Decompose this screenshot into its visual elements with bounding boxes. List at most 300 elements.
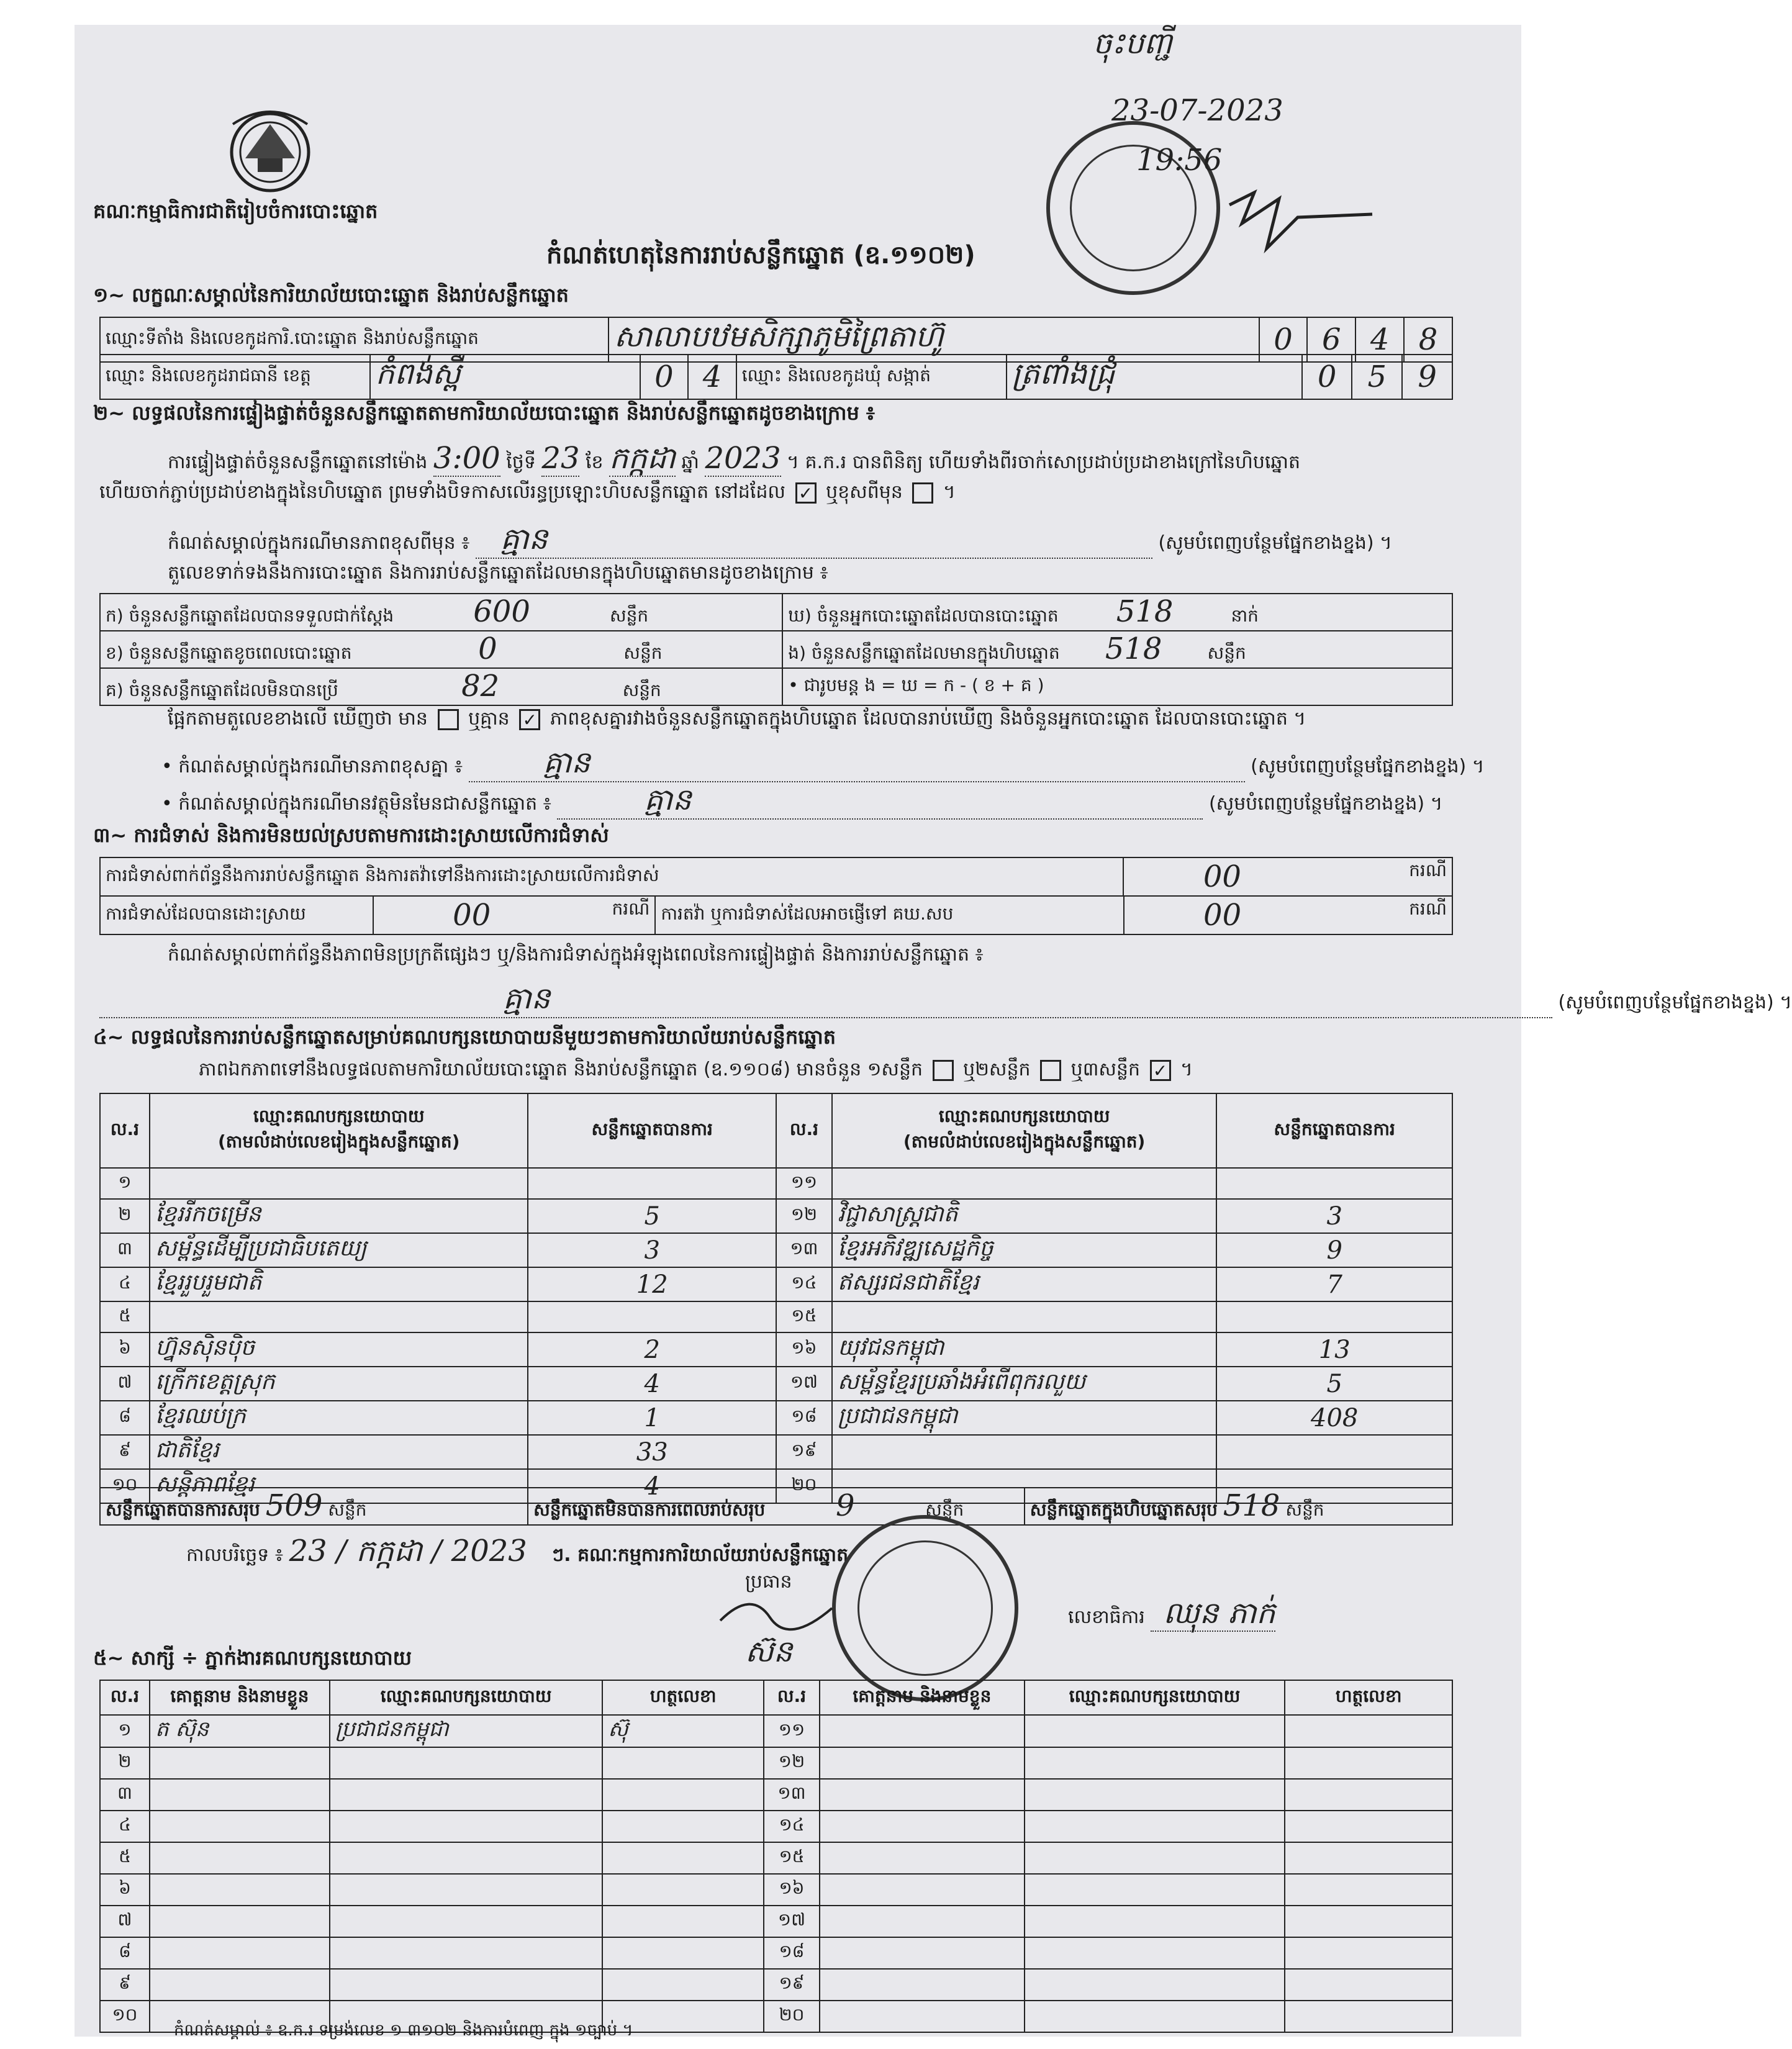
- verification-line-2: [99, 481, 956, 504]
- table-row: [100, 1199, 1452, 1233]
- one-sheet-checkbox[interactable]: [933, 1060, 954, 1081]
- party-name: [832, 1301, 1216, 1332]
- row-number: ១៦: [764, 1874, 820, 1906]
- secretary-line: [1068, 1596, 1275, 1632]
- commune-label: ឈ្មោះ និងលេខកូដឃុំ សង្កាត់: [736, 355, 1007, 399]
- witness-name: [150, 1842, 330, 1874]
- party-votes: 33: [528, 1435, 776, 1469]
- row-number: ១៥: [764, 1842, 820, 1874]
- table-row: [100, 1747, 1452, 1779]
- section3-note-label: កំណត់សម្គាល់ពាក់ព័ន្ធនឹងភាពមិនប្រក្រតីផ្សេងៗ ឬ/និងការជំទាស់ក្នុងអំឡុងពេលនៃការផ្ទៀងផ្ទាត់ និងការរាប់សន្លឹកឆ្នោត ៖: [168, 944, 984, 966]
- count-cell: [782, 631, 1452, 668]
- count-value: 600: [473, 594, 530, 629]
- row-number: ១: [100, 1168, 150, 1199]
- count-label: ក) ចំនួនសន្លឹកឆ្នោតដែលបានទទួលជាក់ស្តែង: [106, 605, 394, 626]
- table-header-row: [100, 1093, 1452, 1168]
- row-number: ៧: [100, 1367, 150, 1401]
- witness-signature: [602, 1811, 764, 1842]
- table-row: [100, 857, 1452, 896]
- witness-name: [150, 1937, 330, 1969]
- witness-party: [330, 1811, 603, 1842]
- col-party-header: [832, 1093, 1216, 1168]
- witness-party: [330, 1842, 603, 1874]
- row-number: ២: [100, 1199, 150, 1233]
- table-row: [100, 594, 1452, 631]
- party-name: សន្តិភាពខ្មែរ: [150, 1469, 528, 1503]
- row-number: ១: [100, 1715, 150, 1747]
- table-row: [100, 1332, 1452, 1367]
- bullet2-label: • កំណត់សម្គាល់ក្នុងករណីមានវត្ថុមិនមែនជាសន្លឹកឆ្នោត ៖: [161, 793, 551, 815]
- total-valid-unit: សន្លឹក: [328, 1499, 367, 1520]
- party-votes: 3: [1216, 1199, 1452, 1233]
- resolved-label: ការជំទាស់ដែលបានដោះស្រាយ: [100, 896, 373, 934]
- witness-party: [1025, 1811, 1285, 1842]
- count-value: 518: [1105, 631, 1162, 666]
- formula-cell: • ជារូបមន្ត ង = ឃ = ក - ( ខ + គ ): [782, 668, 1452, 705]
- row-number: ៤: [100, 1811, 150, 1842]
- party-votes: [1216, 1168, 1452, 1199]
- counts-intro: តួលេខទាក់ទងនឹងការបោះឆ្នោត និងការរាប់សន្លឹកឆ្នោតដែលមានក្នុងហិបឆ្នោតមានដូចខាងក្រោម ៖: [168, 562, 828, 584]
- party-votes: 1: [528, 1401, 776, 1435]
- witness-party: [1025, 1747, 1285, 1779]
- section1-title: ១~ លក្ខណៈសម្គាល់នៃការិយាល័យបោះឆ្នោត និងរាប់សន្លឹកឆ្នោត: [93, 283, 569, 307]
- witness-party: [1025, 2001, 1285, 2032]
- table-row: [100, 1874, 1452, 1906]
- line1-text-e: ។ គ.ក.រ បានពិនិត្យ ហើយទាំងពីរចាក់សោប្រដាប់ប្រដាខាងក្រៅនៃហិបឆ្នោត: [787, 451, 1301, 473]
- intro-text-a: ភាពឯកភាពទៅនឹងលទ្ធផលតាមការិយាល័យបោះឆ្នោត និងរាប់សន្លឹកឆ្នោត (ឧ.១១០៨) មានចំនួន ១សន្លឹក: [199, 1059, 923, 1080]
- witness-name: [820, 1715, 1025, 1747]
- row-number: ១៩: [776, 1435, 832, 1469]
- row-number: ១៩: [764, 1969, 820, 2001]
- party-name: ខ្មែរអភិវឌ្ឍសេដ្ឋកិច្ច: [832, 1233, 1216, 1267]
- col-no-header: ល.រ: [100, 1680, 150, 1715]
- objection-label: ការជំទាស់ពាក់ព័ន្ធនឹងការរាប់សន្លឹកឆ្នោត និងការតវ៉ាទៅនឹងការដោះស្រាយលើការជំទាស់: [100, 857, 1123, 896]
- witness-name: [820, 1842, 1025, 1874]
- verification-time: 3:00: [433, 441, 500, 476]
- witness-party: [1025, 1715, 1285, 1747]
- row-number: ១៣: [764, 1779, 820, 1811]
- table-row: [100, 631, 1452, 668]
- witness-signature: [602, 1842, 764, 1874]
- forwarded-label: ការតវ៉ា ឬការជំទាស់ដែលអាចផ្ញើទៅ គឃ.សប: [655, 896, 1123, 934]
- witness-signature: [1285, 1811, 1452, 1842]
- table-row: [100, 896, 1452, 934]
- table-row: [100, 1435, 1452, 1469]
- witness-party: [330, 1937, 603, 1969]
- party-results-table: [99, 1093, 1453, 1504]
- row-number: ៣: [100, 1779, 150, 1811]
- received-signature: [1217, 180, 1378, 267]
- party-name: ឥស្សរជនជាតិខ្មែរ: [832, 1267, 1216, 1301]
- party-votes: 5: [1216, 1367, 1452, 1401]
- witness-name: [150, 1969, 330, 2001]
- party-votes: 13: [1216, 1332, 1452, 1367]
- table-row: [100, 1401, 1452, 1435]
- count-unit: សន្លឹក: [609, 605, 649, 626]
- row-number: ១៤: [776, 1267, 832, 1301]
- objection-cell: [1123, 857, 1452, 896]
- total-valid-value: 509: [265, 1488, 323, 1523]
- objection-value: 00: [1203, 859, 1241, 894]
- table-row: [100, 1779, 1452, 1811]
- witness-signature: [602, 1874, 764, 1906]
- row-number: ១៣: [776, 1233, 832, 1267]
- diff-note-line: [168, 522, 1441, 559]
- intro-text-c: ឬ៣សន្លឹក: [1070, 1059, 1140, 1080]
- bullet1-label: • កំណត់សម្គាល់ក្នុងករណីមានភាពខុសគ្នា ៖: [161, 756, 463, 777]
- secretary-label: លេខាធិការ: [1068, 1606, 1145, 1628]
- col-party-sub: (តាមលំដាប់លេខរៀងក្នុងសន្លឹកឆ្នោត): [903, 1131, 1146, 1152]
- witness-party: [1025, 1779, 1285, 1811]
- objection-unit: ករណី: [1409, 860, 1447, 880]
- section5-title: ៥~ សាក្សី ÷ ភ្នាក់ងារគណបក្សនយោបាយ: [93, 1646, 412, 1670]
- witness-party: [330, 1779, 603, 1811]
- totals-table: [99, 1487, 1453, 1526]
- count-unit: នាក់: [1231, 605, 1259, 626]
- party-votes: 3: [528, 1233, 776, 1267]
- witness-signature: [1285, 1906, 1452, 1937]
- col-votes-header: សន្លឹកឆ្នោតបានការ: [1216, 1093, 1452, 1168]
- total-valid-label: សន្លឹកឆ្នោតបានការសរុប: [106, 1499, 260, 1520]
- witness-signature: [1285, 1969, 1452, 2001]
- count-value: 82: [461, 669, 500, 703]
- committee-label: ៗ. គណៈកម្មការការិយាល័យរាប់សន្លឹកឆ្នោត: [551, 1544, 849, 1566]
- party-name: យុវជនកម្ពុជា: [832, 1332, 1216, 1367]
- result-line: [168, 708, 1306, 730]
- section3-note-line: [99, 981, 1792, 1018]
- count-unit: សន្លឹក: [622, 680, 661, 700]
- witness-name: [820, 1747, 1025, 1779]
- witness-party: [330, 1969, 603, 2001]
- section4-intro: [199, 1059, 1193, 1081]
- section2-title: ២~ លទ្ធផលនៃការផ្ទៀងផ្ទាត់ចំនួនសន្លឹកឆ្នោតតាមការិយាល័យបោះឆ្នោត និងរាប់សន្លឹកឆ្នោតដូចខាងក្រោម ៖: [93, 401, 875, 425]
- witness-signature: [1285, 1747, 1452, 1779]
- verification-year: 2023: [705, 441, 781, 476]
- party-name: ខ្មែររួបរួមជាតិ: [150, 1267, 528, 1301]
- total-box-value: 518: [1223, 1488, 1280, 1523]
- province-code-digit: 4: [688, 355, 736, 399]
- col-party-sub: (តាមលំដាប់លេខរៀងក្នុងសន្លឹកឆ្នោត): [217, 1131, 460, 1152]
- forwarded-value: 00: [1203, 898, 1242, 933]
- witness-name: [820, 2001, 1025, 2032]
- intro-text-b: ឬ២សន្លឹក: [963, 1059, 1031, 1080]
- row-number: ៨: [100, 1401, 150, 1435]
- total-box-unit: សន្លឹក: [1285, 1499, 1324, 1520]
- count-value: 518: [1116, 594, 1174, 629]
- section3-note-value: គ្មាន: [99, 981, 1552, 1018]
- polling-code-digit: 0: [1259, 317, 1308, 362]
- party-name: ខ្មែររីកចម្រើន: [150, 1199, 528, 1233]
- table-row: [100, 1937, 1452, 1969]
- witness-name: [820, 1906, 1025, 1937]
- party-votes: 12: [528, 1267, 776, 1301]
- row-number: ១៤: [764, 1811, 820, 1842]
- party-votes: 7: [1216, 1267, 1452, 1301]
- resolved-unit: ករណី: [612, 898, 650, 919]
- total-invalid-unit: សន្លឹក: [925, 1499, 964, 1520]
- no-difference-checkbox[interactable]: ✓: [519, 709, 540, 730]
- fill-note: (សូមបំពេញបន្ថែមផ្នែកខាងខ្នង) ។: [1251, 756, 1485, 777]
- total-box-label: សន្លឹកឆ្នោតក្នុងហិបឆ្នោតសរុប: [1029, 1499, 1218, 1520]
- result-text-a: ផ្អែកតាមតួលេខខាងលើ ឃើញថា មាន: [168, 708, 428, 730]
- row-number: ១០: [100, 2001, 150, 2032]
- resolved-value: 00: [453, 898, 491, 933]
- party-name: សម្ព័ន្ធខ្មែរប្រឆាំងអំពើពុករលួយ: [832, 1367, 1216, 1401]
- row-number: ៨: [100, 1937, 150, 1969]
- witness-party: [330, 1874, 603, 1906]
- table-header-row: [100, 1680, 1452, 1715]
- bullet2-line: [161, 782, 1447, 820]
- date-value: 23 / កក្កដា / 2023: [289, 1534, 527, 1568]
- row-number: ១១: [776, 1168, 832, 1199]
- witness-name: ត ស៊ុន: [150, 1715, 330, 1747]
- witness-signature: [1285, 2001, 1452, 2032]
- party-votes: [1216, 1301, 1452, 1332]
- witness-name: [150, 1906, 330, 1937]
- table-row: [100, 1168, 1452, 1199]
- received-note: ចុះបញ្ជី: [1093, 26, 1172, 61]
- witness-name: [820, 1874, 1025, 1906]
- counts-table: [99, 593, 1453, 706]
- col-party-header: [150, 1093, 528, 1168]
- fill-note: (សូមបំពេញបន្ថែមផ្នែកខាងខ្នង) ។: [1208, 793, 1443, 815]
- col-party-header: ឈ្មោះគណបក្សនយោបាយ: [1025, 1680, 1285, 1715]
- table-row: [100, 1488, 1452, 1525]
- witness-name: [820, 1969, 1025, 2001]
- witness-party: [330, 1747, 603, 1779]
- form-title: កំណត់ហេតុនៃការរាប់សន្លឹកឆ្នោត (ឧ.១១០២): [546, 241, 975, 269]
- party-name: [832, 1435, 1216, 1469]
- count-label: គ) ចំនួនសន្លឹកឆ្នោតដែលមិនបានប្រើ: [106, 680, 338, 700]
- party-votes: 5: [528, 1199, 776, 1233]
- count-unit: សន្លឹក: [623, 643, 663, 663]
- table-row: [100, 1811, 1452, 1842]
- date-label: កាលបរិច្ឆេទ ៖: [186, 1544, 284, 1566]
- col-party-title: ឈ្មោះគណបក្សនយោបាយ: [253, 1106, 425, 1126]
- witness-table: [99, 1680, 1453, 2033]
- col-votes-header: សន្លឹកឆ្នោតបានការ: [528, 1093, 776, 1168]
- line2-end: ។: [943, 481, 956, 503]
- polling-station-label: ឈ្មោះទីតាំង និងលេខកូដការិ.បោះឆ្នោត និងរាប់សន្លឹកឆ្នោត: [100, 317, 609, 362]
- party-name: វិជ្ជាសាស្ត្រជាតិ: [832, 1199, 1216, 1233]
- line1-text-c: ខែ: [586, 451, 604, 473]
- witness-signature: [602, 1937, 764, 1969]
- secretary-name: ឈុន ភាក់: [1151, 1596, 1275, 1632]
- party-votes: 4: [528, 1469, 776, 1503]
- party-name: [150, 1168, 528, 1199]
- row-number: ៦: [100, 1332, 150, 1367]
- verification-day: 23: [541, 441, 580, 476]
- province-code-digit: 0: [640, 355, 689, 399]
- forwarded-unit: ករណី: [1409, 898, 1447, 919]
- witness-signature: [602, 1779, 764, 1811]
- witness-name: [150, 1874, 330, 1906]
- total-box-cell: [1025, 1488, 1452, 1525]
- party-votes: 4: [528, 1367, 776, 1401]
- row-number: ២០: [776, 1469, 832, 1503]
- party-votes: [1216, 1435, 1452, 1469]
- witness-signature: [602, 1969, 764, 2001]
- bullet2-value: គ្មាន: [557, 782, 1203, 820]
- table-row: [100, 1969, 1452, 2001]
- bullet1-line: [161, 745, 1485, 782]
- col-sign-header: ហត្ថលេខា: [602, 1680, 764, 1715]
- witness-signature: [602, 1747, 764, 1779]
- witness-party: [330, 1906, 603, 1937]
- witness-signature: [1285, 1937, 1452, 1969]
- row-number: ៣: [100, 1233, 150, 1267]
- col-no-header: ល.រ: [776, 1093, 832, 1168]
- resolved-cell: [373, 896, 656, 934]
- witness-party: [1025, 1874, 1285, 1906]
- row-number: ១០: [100, 1469, 150, 1503]
- total-invalid-label: សន្លឹកឆ្នោតមិនបានការពេលរាប់សរុប: [533, 1499, 766, 1520]
- count-unit: សន្លឹក: [1207, 643, 1246, 663]
- count-cell: [100, 631, 782, 668]
- row-number: ១៥: [776, 1301, 832, 1332]
- verification-line-1: [168, 441, 1300, 477]
- commune-code-digit: 5: [1352, 355, 1402, 399]
- party-votes: 9: [1216, 1233, 1452, 1267]
- witness-signature: [602, 1906, 764, 1937]
- witness-name: [150, 1779, 330, 1811]
- verification-month: កក្កដា: [609, 441, 676, 476]
- result-text-b: ឬគ្មាន: [468, 708, 510, 730]
- section4-title: ៤~ លទ្ធផលនៃការរាប់សន្លឹកឆ្នោតសម្រាប់គណបក្សនយោបាយនីមួយៗតាមការិយាល័យរាប់សន្លឹកឆ្នោត: [93, 1025, 836, 1049]
- party-name: ប្រជាជនកម្ពុជា: [832, 1401, 1216, 1435]
- province-value: កំពង់ស្ពឺ: [370, 355, 640, 399]
- witness-party: [1025, 1969, 1285, 2001]
- party-votes: 408: [1216, 1401, 1452, 1435]
- line1-text-a: ការផ្ទៀងផ្ទាត់ចំនួនសន្លឹកឆ្នោតនៅម៉ោង: [168, 451, 428, 473]
- party-name: [150, 1301, 528, 1332]
- count-cell: [100, 668, 782, 705]
- same-checkbox[interactable]: ✓: [795, 482, 817, 504]
- witness-signature: [1285, 1715, 1452, 1747]
- line1-text-d: ឆ្នាំ: [681, 451, 699, 473]
- witness-signature: [1285, 1842, 1452, 1874]
- institution-name: គណៈកម្មាធិការជាតិរៀបចំការបោះឆ្នោត: [93, 199, 378, 223]
- section1-table-row2: [99, 354, 1453, 400]
- diff-note-value: គ្មាន: [476, 522, 1152, 559]
- polling-code-digit: 4: [1355, 317, 1404, 362]
- has-difference-checkbox[interactable]: [438, 709, 459, 730]
- witness-name: [150, 1811, 330, 1842]
- chair-label: ប្រធាន: [745, 1571, 792, 1593]
- row-number: ១៦: [776, 1332, 832, 1367]
- witness-name: [820, 1937, 1025, 1969]
- witness-party: [1025, 1906, 1285, 1937]
- two-sheet-checkbox[interactable]: [1040, 1060, 1061, 1081]
- party-votes: [528, 1168, 776, 1199]
- intro-end: ។: [1180, 1059, 1193, 1080]
- diff-note-label: កំណត់សម្គាល់ក្នុងករណីមានភាពខុសពីមុន ៖: [168, 532, 470, 554]
- objections-table-row2: [99, 895, 1453, 935]
- table-row: [100, 1267, 1452, 1301]
- polling-station-value: សាលាបឋមសិក្សាភូមិព្រៃតាហ៊ូ: [609, 317, 1259, 362]
- different-checkbox[interactable]: [912, 482, 933, 504]
- col-no-header: ល.រ: [764, 1680, 820, 1715]
- table-row: [100, 1301, 1452, 1332]
- total-valid-cell: [100, 1488, 528, 1525]
- province-label: ឈ្មោះ និងលេខកូដរាជធានី ខេត្ត: [100, 355, 370, 399]
- count-label: ឃ) ចំនួនអ្នកបោះឆ្នោតដែលបានបោះឆ្នោត: [788, 605, 1059, 626]
- col-name-header: គោត្តនាម និងនាមខ្លួន: [150, 1680, 330, 1715]
- col-name-header: គោត្តនាម និងនាមខ្លួន: [820, 1680, 1025, 1715]
- three-sheet-checkbox[interactable]: ✓: [1150, 1060, 1171, 1081]
- party-name: ក្រើកខេត្តស្រុក: [150, 1367, 528, 1401]
- received-time: 19:56: [1136, 143, 1223, 178]
- row-number: ៩: [100, 1435, 150, 1469]
- chair-name: ស៊ន: [745, 1634, 793, 1669]
- party-name: [832, 1168, 1216, 1199]
- col-party-title: ឈ្មោះគណបក្សនយោបាយ: [938, 1106, 1110, 1126]
- bullet1-value: គ្មាន: [469, 745, 1245, 782]
- row-number: ៩: [100, 1969, 150, 2001]
- row-number: ១១: [764, 1715, 820, 1747]
- fill-note: (សូមបំពេញបន្ថែមផ្នែកខាងខ្នង) ។: [1558, 992, 1792, 1013]
- witness-name: [820, 1811, 1025, 1842]
- table-row: [100, 1367, 1452, 1401]
- line2-text-b: ឬខុសពីមុន: [826, 481, 903, 503]
- witness-signature: ស៊ុ: [602, 1715, 764, 1747]
- total-invalid-value: 9: [835, 1488, 855, 1523]
- party-name: សម្ព័ន្ធដើម្បីប្រជាធិបតេយ្យ: [150, 1233, 528, 1267]
- witness-rows: [100, 1715, 1452, 2032]
- party-votes: [528, 1301, 776, 1332]
- commune-code-digit: 0: [1302, 355, 1352, 399]
- polling-code-digit: 6: [1307, 317, 1355, 362]
- party-name: ហ្វ៊ុនស៊ិនប៉ិច: [150, 1332, 528, 1367]
- row-number: ២០: [764, 2001, 820, 2032]
- polling-code-digit: 8: [1404, 317, 1452, 362]
- table-row: [100, 668, 1452, 705]
- witness-signature: [1285, 1779, 1452, 1811]
- party-name: ខ្មែរឈប់ក្រ: [150, 1401, 528, 1435]
- fill-note: (សូមបំពេញបន្ថែមផ្នែកខាងខ្នង) ។: [1158, 532, 1392, 554]
- date-line: [186, 1534, 848, 1570]
- received-date: 23-07-2023: [1111, 93, 1283, 128]
- party-rows: [100, 1168, 1452, 1503]
- commune-value: ត្រពាំងជ្រុំ: [1007, 355, 1302, 399]
- row-number: ៦: [100, 1874, 150, 1906]
- col-no-header: ល.រ: [100, 1093, 150, 1168]
- table-row: [100, 1233, 1452, 1267]
- row-number: ១២: [776, 1199, 832, 1233]
- line2-text-a: ហើយចាក់ភ្ជាប់ប្រដាប់ខាងក្នុងនៃហិបឆ្នោត ព្រមទាំងបិទកាសលើរន្ធប្រឡោះហិបសន្លឹកឆ្នោត នៅដដែល: [99, 481, 785, 503]
- row-number: ១៧: [764, 1906, 820, 1937]
- row-number: ១៧: [776, 1367, 832, 1401]
- row-number: ៧: [100, 1906, 150, 1937]
- row-number: ១៨: [764, 1937, 820, 1969]
- col-party-header: ឈ្មោះគណបក្សនយោបាយ: [330, 1680, 603, 1715]
- count-label: ង) ចំនួនសន្លឹកឆ្នោតដែលមានក្នុងហិបឆ្នោត: [788, 643, 1060, 663]
- row-number: ៤: [100, 1267, 150, 1301]
- footnote: កំណត់សម្គាល់ ៖ ឧ.ក.រ ទម្រង់លេខ ១ ៣១០២ និងការបំពេញ ក្នុង ១ច្បាប់ ។: [174, 2021, 633, 2040]
- party-name: ជាតិខ្មែរ: [150, 1435, 528, 1469]
- table-row: [100, 1906, 1452, 1937]
- chair-signature: [714, 1590, 838, 1639]
- result-text-c: ភាពខុសគ្នារវាងចំនួនសន្លឹកឆ្នោតក្នុងហិបឆ្នោត ដែលបានរាប់ឃើញ និងចំនួនអ្នកបោះឆ្នោត ដែលបានបោះឆ្នោត ។: [550, 708, 1306, 730]
- count-value: 0: [478, 631, 497, 666]
- section3-title: ៣~ ការជំទាស់ និងការមិនយល់ស្របតាមការដោះស្រាយលើការជំទាស់: [93, 823, 609, 847]
- row-number: ៥: [100, 1301, 150, 1332]
- table-row: [100, 1715, 1452, 1747]
- col-sign-header: ហត្ថលេខា: [1285, 1680, 1452, 1715]
- row-number: ១២: [764, 1747, 820, 1779]
- line1-text-b: ថ្ងៃទី: [506, 451, 536, 473]
- commune-code-digit: 9: [1402, 355, 1452, 399]
